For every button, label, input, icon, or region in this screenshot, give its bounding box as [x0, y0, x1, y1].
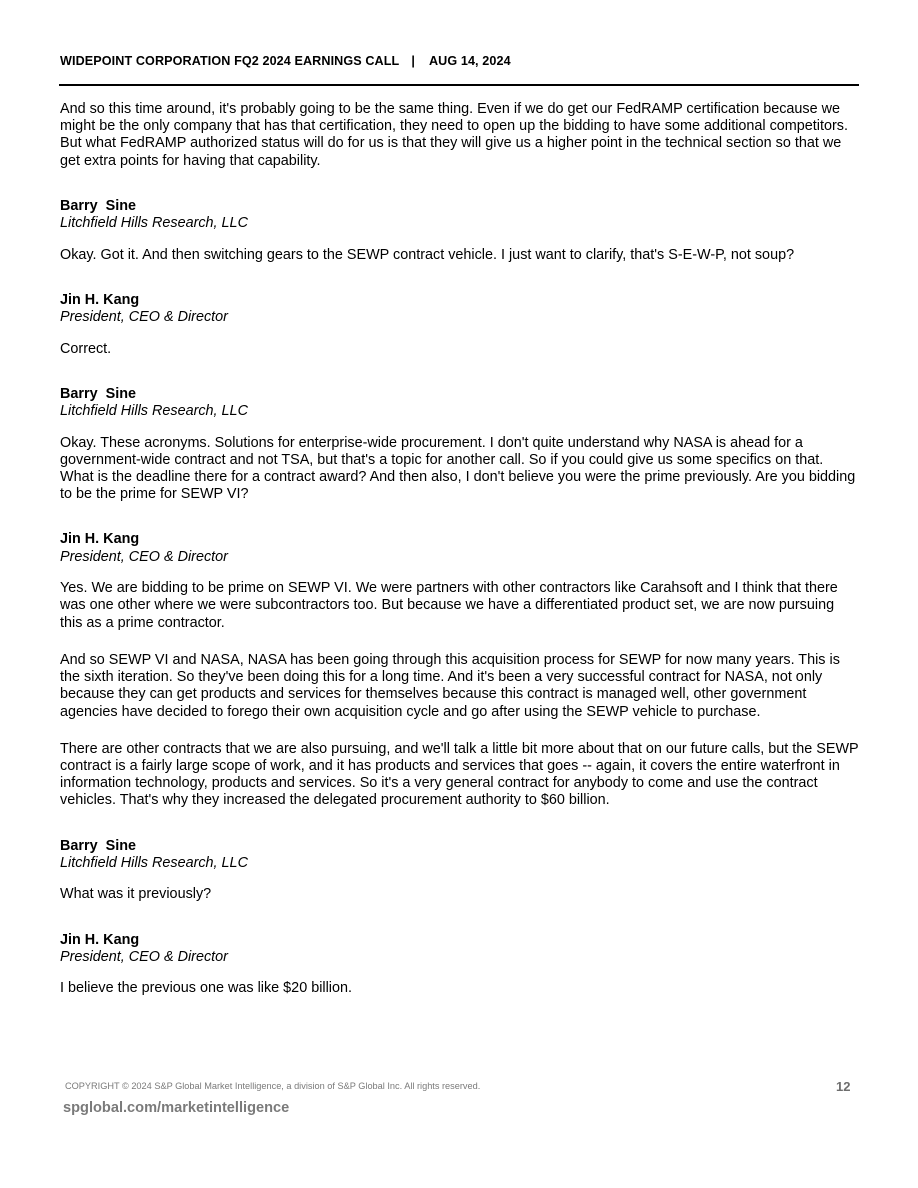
- speaker-name: Jin H. Kang: [60, 931, 140, 948]
- page-number: 12: [836, 1079, 851, 1094]
- speaker-title: Litchfield Hills Research, LLC: [60, 215, 248, 232]
- speaker-block: [60, 198, 860, 233]
- speaker-title: President, CEO & Director: [60, 548, 228, 565]
- transcript-paragraph: And so SEWP VI and NASA, NASA has been going through this acquisition process for SEWP for now many years. This is the sixth iteration. So they've been doing this for a long time. And it's been a very successful contract for NASA, not only because they can get products and services for themselves because this contract is managed well, other government agencies have decided to forego their own acquisition cycle and go after using the SEWP vehicle to purchase.: [60, 651, 840, 720]
- transcript-paragraph: And so this time around, it's probably going to be the same thing. Even if we do get our FedRAMP certification because we might be the only company that has that certification, they need to open up the bidding to have some additional competitors. But what FedRAMP authorized status will do for us is that they will give us a higher point in the technical section so that we get extra points for having that capability.: [60, 101, 848, 169]
- speaker-block: [60, 386, 860, 421]
- transcript-paragraph: What was it previously?: [60, 886, 212, 903]
- transcript-paragraph: I believe the previous one was like $20 billion.: [60, 980, 352, 997]
- speaker-block: [60, 932, 860, 967]
- speaker-name: Barry Sine: [60, 385, 136, 402]
- speaker-name: Barry Sine: [60, 837, 136, 854]
- speaker-block: [60, 838, 860, 873]
- header-separator: |: [411, 54, 415, 68]
- header-date: AUG 14, 2024: [428, 54, 511, 68]
- transcript-paragraph: Yes. We are bidding to be prime on SEWP VI. We were partners with other contractors like Carahsoft and I think that there was one other where we were subcontractors too. But because we have a differentiated product set, we are now pursuing this as a prime contractor.: [60, 580, 838, 631]
- speaker-name: Jin H. Kang: [60, 531, 140, 548]
- speaker-title: Litchfield Hills Research, LLC: [60, 854, 248, 871]
- speaker-title: Litchfield Hills Research, LLC: [60, 403, 248, 420]
- speaker-block: [60, 292, 860, 327]
- transcript-paragraph: Okay. These acronyms. Solutions for enterprise-wide procurement. I don't quite understand why NASA is ahead for a government-wide contract and not TSA, but that's a topic for another call. So if you could give us some specifics on that. What is the deadline there for a contract award? And then also, I don't believe you were the prime previously. Are you bidding to be the prime for SEWP VI?: [60, 434, 856, 503]
- speaker-name: Barry Sine: [60, 197, 136, 214]
- speaker-title: President, CEO & Director: [60, 309, 228, 326]
- header-divider: [59, 84, 859, 86]
- header-company-call: WIDEPOINT CORPORATION FQ2 2024 EARNINGS CALL: [60, 54, 400, 68]
- transcript-paragraph: Correct.: [60, 340, 112, 357]
- transcript-paragraph: There are other contracts that we are also pursuing, and we'll talk a little bit more about that on our future calls, but the SEWP contract is a fairly large scope of work, and it has products and services that goes -- again, it covers the entire waterfront in information technology, products and services. So it's a very general contract for anybody to come and use the contract vehicles. That's why they increased the delegated procurement authority to $60 billion.: [60, 740, 859, 809]
- footer-url: spglobal.com/marketintelligence: [63, 1100, 290, 1116]
- footer-copyright: COPYRIGHT © 2024 S&P Global Market Intelligence, a division of S&P Global Inc. All rights reserved.: [65, 1081, 481, 1091]
- transcript-body: [60, 101, 860, 998]
- speaker-title: President, CEO & Director: [60, 948, 228, 965]
- speaker-name: Jin H. Kang: [60, 291, 140, 308]
- page-header: [60, 54, 511, 68]
- transcript-paragraph: Okay. Got it. And then switching gears to the SEWP contract vehicle. I just want to clarify, that's S-E-W-P, not soup?: [60, 246, 795, 263]
- speaker-block: [60, 531, 860, 566]
